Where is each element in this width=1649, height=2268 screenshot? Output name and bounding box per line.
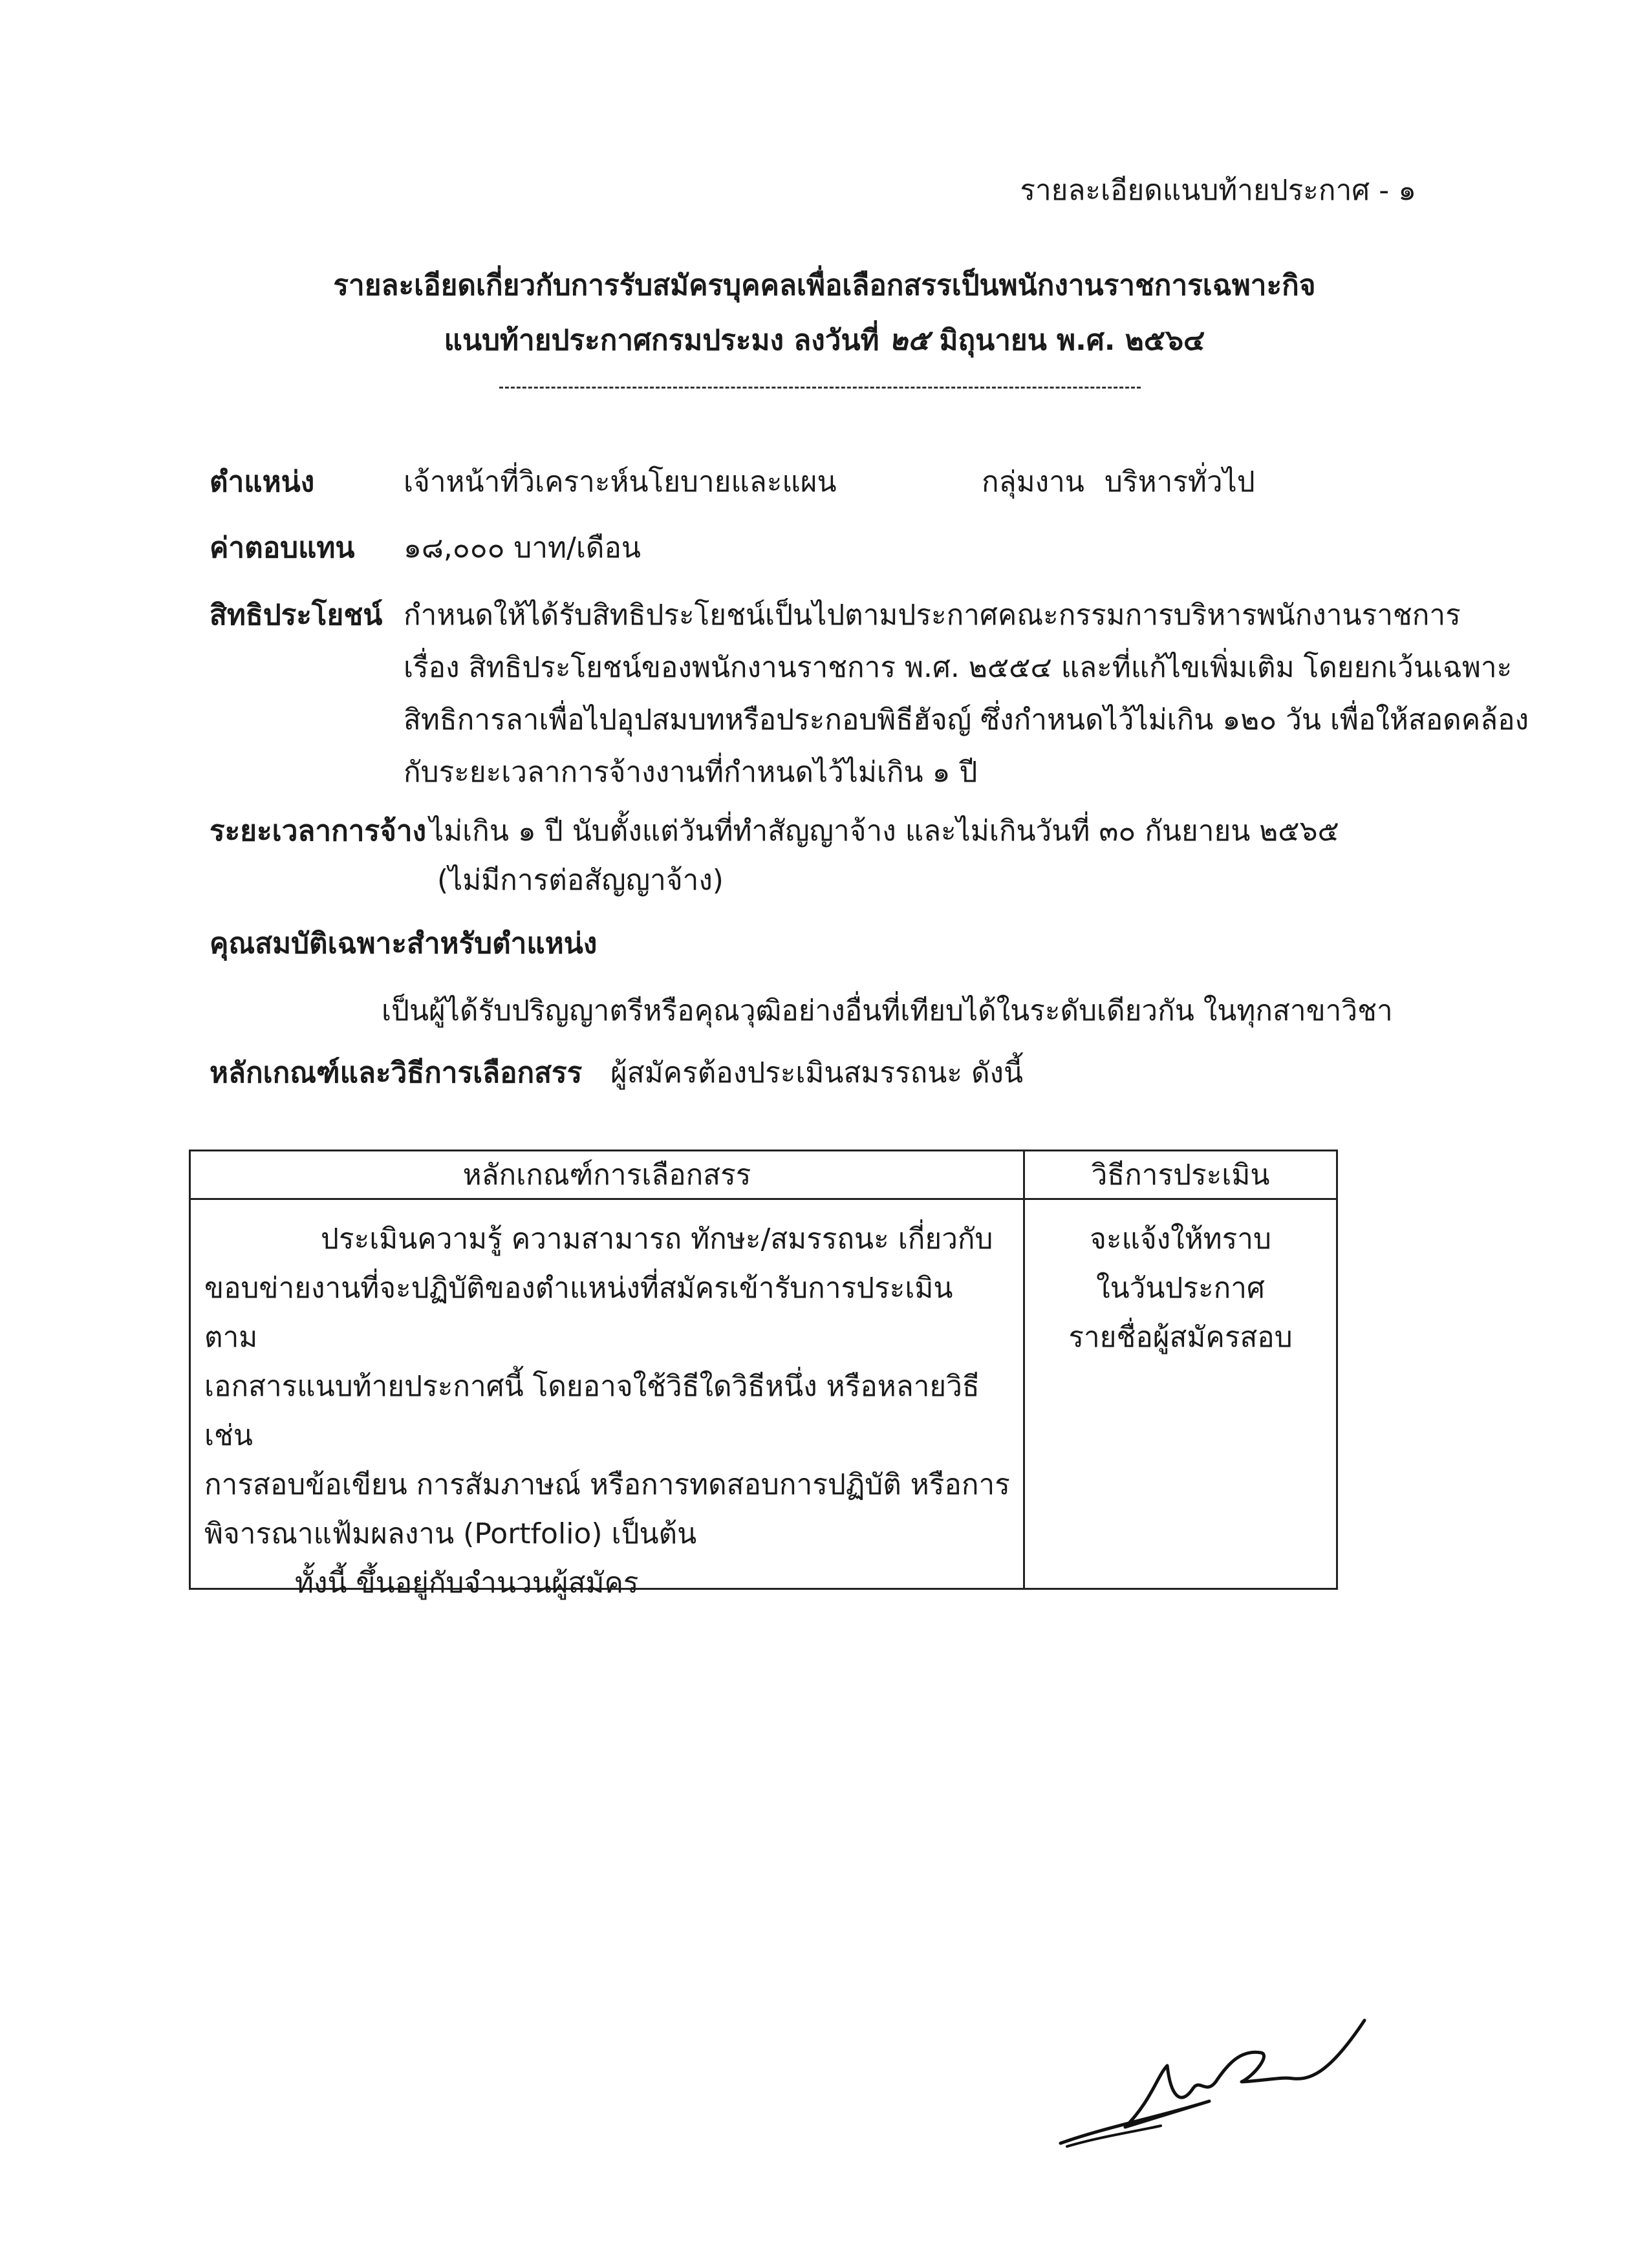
qualifications-text: เป็นผู้ได้รับปริญญาตรีหรือคุณวุฒิอย่างอื่นที่เทียบได้ในระดับเดียวกัน ในทุกสาขาวิชา bbox=[382, 994, 1393, 1027]
position-value: เจ้าหน้าที่วิเคราะห์นโยบายและแผน bbox=[404, 465, 837, 498]
benefits-label: สิทธิประโยชน์ bbox=[210, 599, 383, 632]
salary-label: ค่าตอบแทน bbox=[210, 531, 355, 564]
criteria-line: การสอบข้อเขียน การสัมภาษณ์ หรือการทดสอบการปฏิบัติ หรือการ bbox=[204, 1468, 1010, 1501]
criteria-column-header: หลักเกณฑ์การเลือกสรร bbox=[190, 1151, 1024, 1199]
method-column-header: วิธีการประเมิน bbox=[1024, 1151, 1337, 1199]
criteria-line: ทั้งนี้ ขึ้นอยู่กับจำนวนผู้สมัคร bbox=[295, 1567, 639, 1599]
position-label: ตำแหน่ง bbox=[210, 465, 315, 498]
attachment-reference: รายละเอียดแนบท้ายประกาศ - ๑ bbox=[1020, 174, 1416, 207]
benefits-line: สิทธิการลาเพื่อไปอุปสมบทหรือประกอบพิธีฮัจญ์ ซึ่งกำหนดไว้ไม่เกิน ๑๒๐ วัน เพื่อให้สอดคล้อง bbox=[404, 703, 1529, 736]
benefits-line: กับระยะเวลาการจ้างงานที่กำหนดไว้ไม่เกิน ๑ ปี bbox=[404, 756, 978, 789]
table-header-row bbox=[190, 1151, 1337, 1199]
table-row bbox=[190, 1199, 1337, 1589]
employment-period-label: ระยะเวลาการจ้าง bbox=[210, 815, 427, 848]
method-cell bbox=[1024, 1199, 1337, 1589]
selection-intro: ผู้สมัครต้องประเมินสมรรถนะ ดังนี้ bbox=[610, 1056, 1024, 1089]
benefits-line: เรื่อง สิทธิประโยชน์ของพนักงานราชการ พ.ศ. ๒๕๕๔ และที่แก้ไขเพิ่มเติม โดยยกเว้นเฉพาะ bbox=[404, 651, 1513, 684]
signature bbox=[1048, 2004, 1384, 2162]
document-title-line1: รายละเอียดเกี่ยวกับการรับสมัครบุคคลเพื่อเลือกสรรเป็นพนักงานราชการเฉพาะกิจ bbox=[333, 269, 1316, 302]
title-day: ๒๕ bbox=[889, 324, 930, 357]
title-suffix: มิถุนายน พ.ศ. ๒๕๖๔ bbox=[939, 324, 1205, 357]
employment-period-line2: (ไม่มีการต่อสัญญาจ้าง) bbox=[437, 864, 724, 897]
qualifications-label: คุณสมบัติเฉพาะสำหรับตำแหน่ง bbox=[210, 927, 598, 960]
criteria-line: พิจารณาแฟ้มผลงาน (Portfolio) เป็นต้น bbox=[204, 1517, 697, 1550]
method-line: รายชื่อผู้สมัครสอบ bbox=[1068, 1321, 1293, 1354]
criteria-cell bbox=[190, 1199, 1024, 1599]
method-line: จะแจ้งให้ทราบ bbox=[1090, 1223, 1271, 1256]
signature-scribble bbox=[1048, 2004, 1384, 2159]
criteria-line: ขอบข่ายงานที่จะปฏิบัติของตำแหน่งที่สมัครเข้ารับการประเมิน ตาม bbox=[204, 1272, 953, 1354]
criteria-line: ประเมินความรู้ ความสามารถ ทักษะ/สมรรถนะ เกี่ยวกับ bbox=[321, 1223, 993, 1256]
work-group-value: บริหารทั่วไป bbox=[1105, 465, 1255, 498]
document-title-line2 bbox=[0, 321, 1649, 360]
employment-period-line1: ไม่เกิน ๑ ปี นับตั้งแต่วันที่ทำสัญญาจ้าง และไม่เกินวันที่ ๓๐ กันยายน ๒๕๖๕ bbox=[429, 815, 1339, 848]
selection-label: หลักเกณฑ์และวิธีการเลือกสรร bbox=[210, 1056, 583, 1089]
benefits-line: กำหนดให้ได้รับสิทธิประโยชน์เป็นไปตามประกาศคณะกรรมการบริหารพนักงานราชการ bbox=[404, 599, 1461, 632]
selection-criteria-table bbox=[189, 1150, 1338, 1599]
title-prefix: แนบท้ายประกาศกรมประมง ลงวันที่ bbox=[444, 324, 879, 357]
work-group-label: กลุ่มงาน bbox=[982, 465, 1084, 498]
salary-value: ๑๘,๐๐๐ บาท/เดือน bbox=[404, 531, 641, 564]
method-line: ในวันประกาศ bbox=[1096, 1272, 1265, 1305]
title-divider bbox=[499, 387, 1141, 389]
criteria-line: เอกสารแนบท้ายประกาศนี้ โดยอาจใช้วิธีใดวิธีหนึ่ง หรือหลายวิธี เช่น bbox=[204, 1370, 980, 1452]
